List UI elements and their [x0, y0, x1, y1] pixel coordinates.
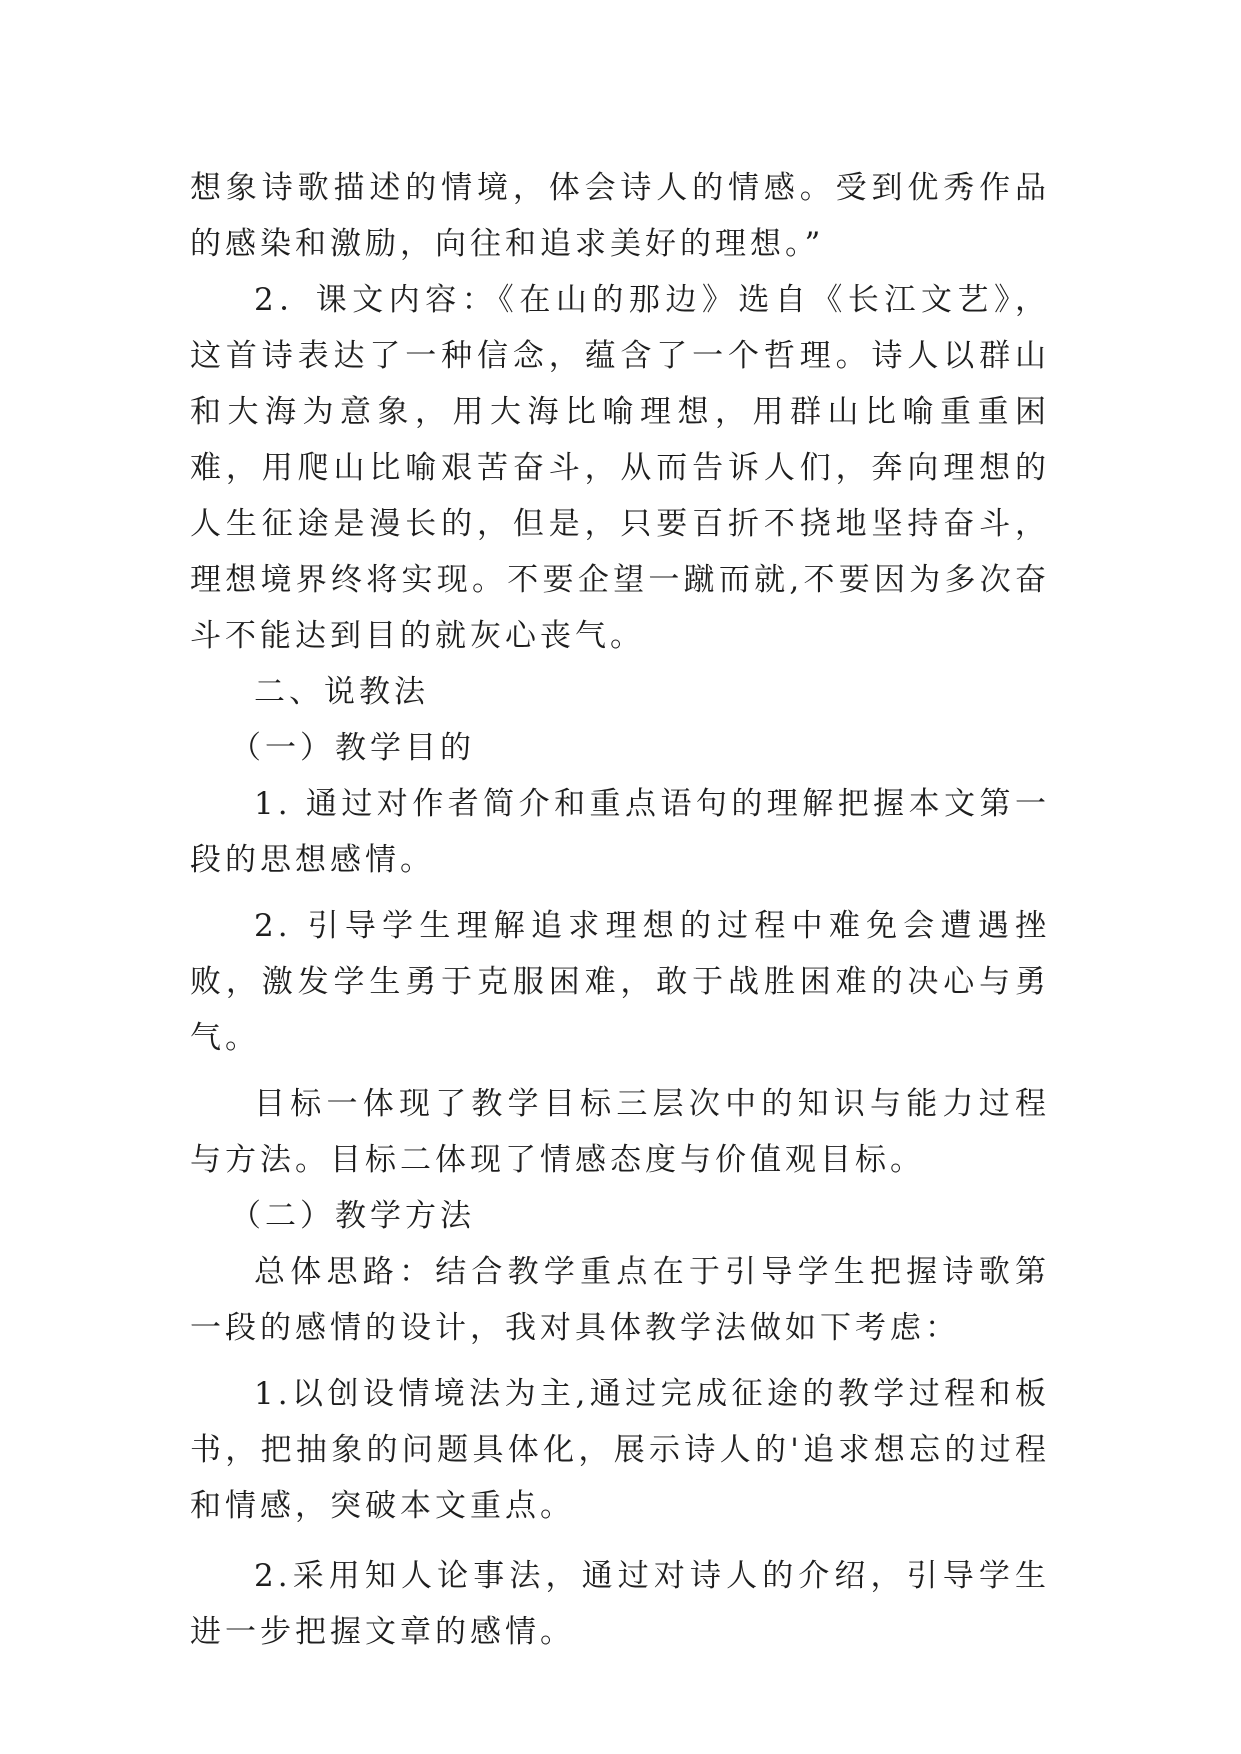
paragraph-goal-2: 2. 引导学生理解追求理想的过程中难免会遭遇挫败，激发学生勇于克服困难，敢于战胜困难的决心与勇气。	[190, 908, 1050, 1056]
paragraph-goal-1: 1. 通过对作者简介和重点语句的理解把握本文第一段的思想感情。	[190, 786, 1050, 878]
paragraph-method-2: 2.采用知人论事法，通过对诗人的介绍，引导学生进一步把握文章的感情。	[190, 1558, 1050, 1650]
paragraph-method-1: 1.以创设情境法为主,通过完成征途的教学过程和板书，把抽象的问题具体化，展示诗人的'追求想忘的过程和情感，突破本文重点。	[190, 1376, 1050, 1524]
section-heading-teaching-method: 二、说教法	[254, 674, 429, 710]
paragraph-overall-idea: 总体思路：结合教学重点在于引导学生把握诗歌第一段的感情的设计，我对具体教学法做如下考虑：	[190, 1254, 1050, 1346]
subsection-heading-teaching-goals: （一）教学目的	[230, 730, 475, 766]
paragraph-lesson-content: 2．课文内容：《在山的那边》选自《长江文艺》，这首诗表达了一种信念，蕴含了一个哲理。诗人以群山和大海为意象，用大海比喻理想，用群山比喻重重困难，用爬山比喻艰苦奋斗，从而告诉人们，奔向理想的人生征途是漫长的，但是，只要百折不挠地坚持奋斗，理想境界终将实现。不要企望一蹴而就,不要因为多次奋斗不能达到目的就灰心丧气。	[190, 282, 1050, 654]
paragraph-goal-summary: 目标一体现了教学目标三层次中的知识与能力过程与方法。目标二体现了情感态度与价值观目标。	[190, 1086, 1050, 1178]
paragraph-continuation: 想象诗歌描述的情境，体会诗人的情感。受到优秀作品的感染和激励，向往和追求美好的理想。”	[190, 170, 1050, 262]
document-body	[190, 160, 1050, 1660]
subsection-heading-teaching-approach: （二）教学方法	[230, 1198, 475, 1234]
